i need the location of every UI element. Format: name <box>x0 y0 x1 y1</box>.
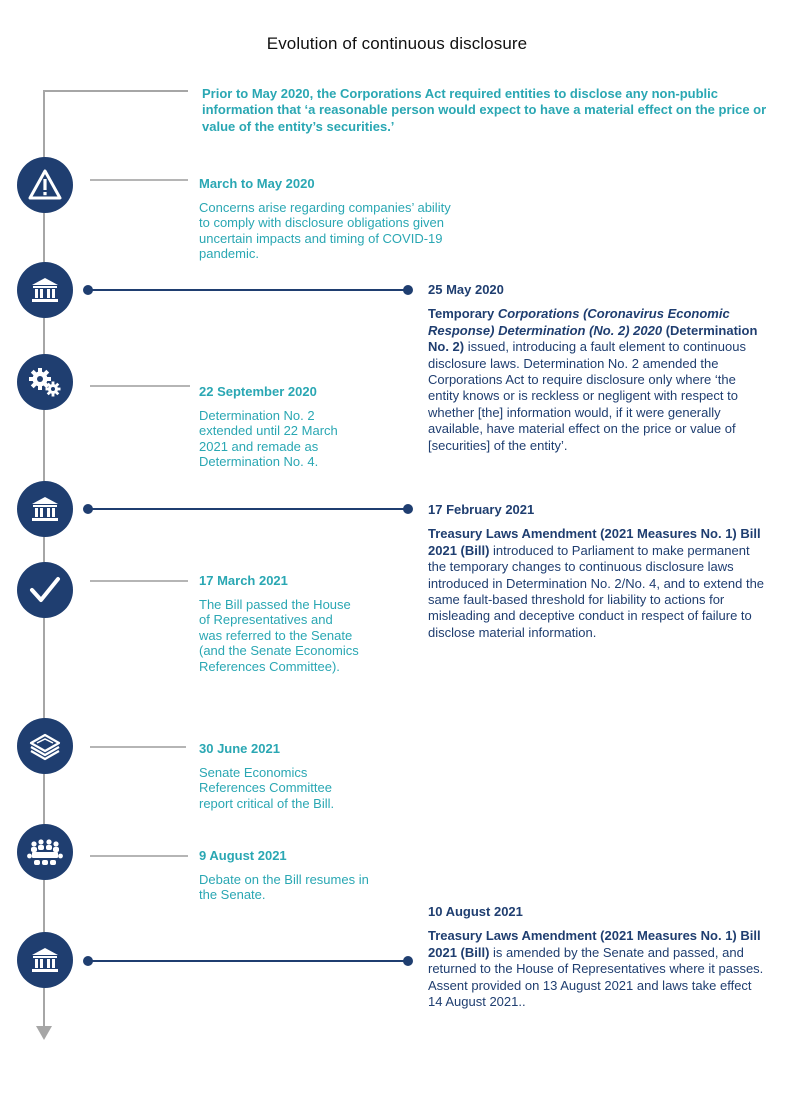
connector-dot <box>403 956 413 966</box>
event-9-aug-2021 <box>199 848 379 903</box>
event-date: 30 June 2021 <box>199 741 280 756</box>
connector-line <box>90 179 188 181</box>
timeline-node-documents <box>17 718 73 774</box>
page-title: Evolution of continuous disclosure <box>266 34 528 53</box>
event-text: Debate on the Bill resumes in the Senate. <box>199 871 369 903</box>
event-body: introduced to Parliament to make permanent the temporary changes to continuous disclosure laws introduced in Determination No. 2/No. 4, and to extend the same fault-based threshold for liability to actions for misleading and deceptive conduct in respect of failure to disclose material information. <box>428 542 765 640</box>
timeline-node-warning <box>17 157 73 213</box>
event-date: 25 May 2020 <box>428 282 504 297</box>
event-date: 17 February 2021 <box>428 502 535 517</box>
event-body: issued, introducing a fault element to continuous disclosure laws. Determination No. 2 amended the Corporations Act to require disclosure only where ‘the entity knows or is reckless or negligent with respect to whether [the] information would, if it were generally available, have material effect on the price or value of [securities] of the entity’. <box>428 339 746 453</box>
event-text <box>428 928 768 1010</box>
parliament-icon <box>30 495 60 523</box>
event-text <box>428 306 768 454</box>
event-10-aug-2021 <box>428 904 768 1010</box>
event-22-sept-2020 <box>199 384 359 470</box>
parliament-icon <box>30 946 60 974</box>
gears-icon <box>26 366 64 398</box>
connector-dot <box>403 504 413 514</box>
connector-line <box>90 855 188 857</box>
connector-line <box>90 385 190 387</box>
event-17-march-2021 <box>199 573 359 675</box>
event-text: The Bill passed the House of Representatives and was referred to the Senate (and the Senate Economics References Committee). <box>199 596 359 674</box>
timeline-node-meeting <box>17 824 73 880</box>
connector-line <box>88 289 408 291</box>
event-text: Concerns arise regarding companies’ ability to comply with disclosure obligations given uncertain impacts and timing of COVID-19 pandemic. <box>199 199 451 262</box>
meeting-table-icon <box>26 837 64 867</box>
connector-dot <box>403 285 413 295</box>
event-text: Senate Economics References Committee report critical of the Bill. <box>199 764 335 811</box>
event-title: Corporations (Coronavirus Economic Response) Determination (No. 2) 2020 <box>428 306 730 338</box>
event-17-feb-2021 <box>428 502 768 641</box>
intro-text: Prior to May 2020, the Corporations Act required entities to disclose any non-public information that ‘a reasonable person would expect to have a material effect on the price or value of the entity’s securities.’ <box>202 86 767 134</box>
event-title: Treasury Laws Amendment (2021 Measures No. 1) Bill 2021 (Bill) <box>428 928 761 960</box>
event-text <box>428 526 768 641</box>
timeline-node-parliament <box>17 262 73 318</box>
timeline-start-connector <box>43 90 188 92</box>
connector-line <box>90 746 186 748</box>
event-date: 10 August 2021 <box>428 904 523 919</box>
timeline-spine <box>43 90 45 1030</box>
parliament-icon <box>30 276 60 304</box>
event-25-may-2020 <box>428 282 768 454</box>
warning-icon <box>27 168 63 202</box>
connector-line <box>88 508 408 510</box>
event-text: Determination No. 2 extended until 22 March 2021 and remade as Determination No. 4. <box>199 407 338 470</box>
event-date: 17 March 2021 <box>199 573 288 588</box>
event-date: 22 September 2020 <box>199 384 317 399</box>
event-short-title: (Determination No. 2) <box>428 322 758 355</box>
event-date: 9 August 2021 <box>199 848 287 863</box>
timeline-node-gears <box>17 354 73 410</box>
event-title: Treasury Laws Amendment (2021 Measures No. 1) Bill 2021 (Bill) <box>428 526 761 558</box>
timeline-arrow-head <box>36 1026 52 1040</box>
connector-line <box>88 960 408 962</box>
document-stack-icon <box>27 731 63 761</box>
event-march-may-2020 <box>199 176 454 262</box>
event-lead: Temporary <box>428 306 498 322</box>
event-body: is amended by the Senate and passed, and returned to the House of Representatives where it passes. Assent provided on 13 August 2021 and laws take effect 14 August 2021.. <box>428 944 764 1010</box>
timeline-node-parliament <box>17 481 73 537</box>
timeline-node-check <box>17 562 73 618</box>
timeline-node-parliament <box>17 932 73 988</box>
event-date: March to May 2020 <box>199 176 315 191</box>
event-30-june-2021 <box>199 741 359 811</box>
connector-line <box>90 580 188 582</box>
checkmark-icon <box>28 575 62 605</box>
